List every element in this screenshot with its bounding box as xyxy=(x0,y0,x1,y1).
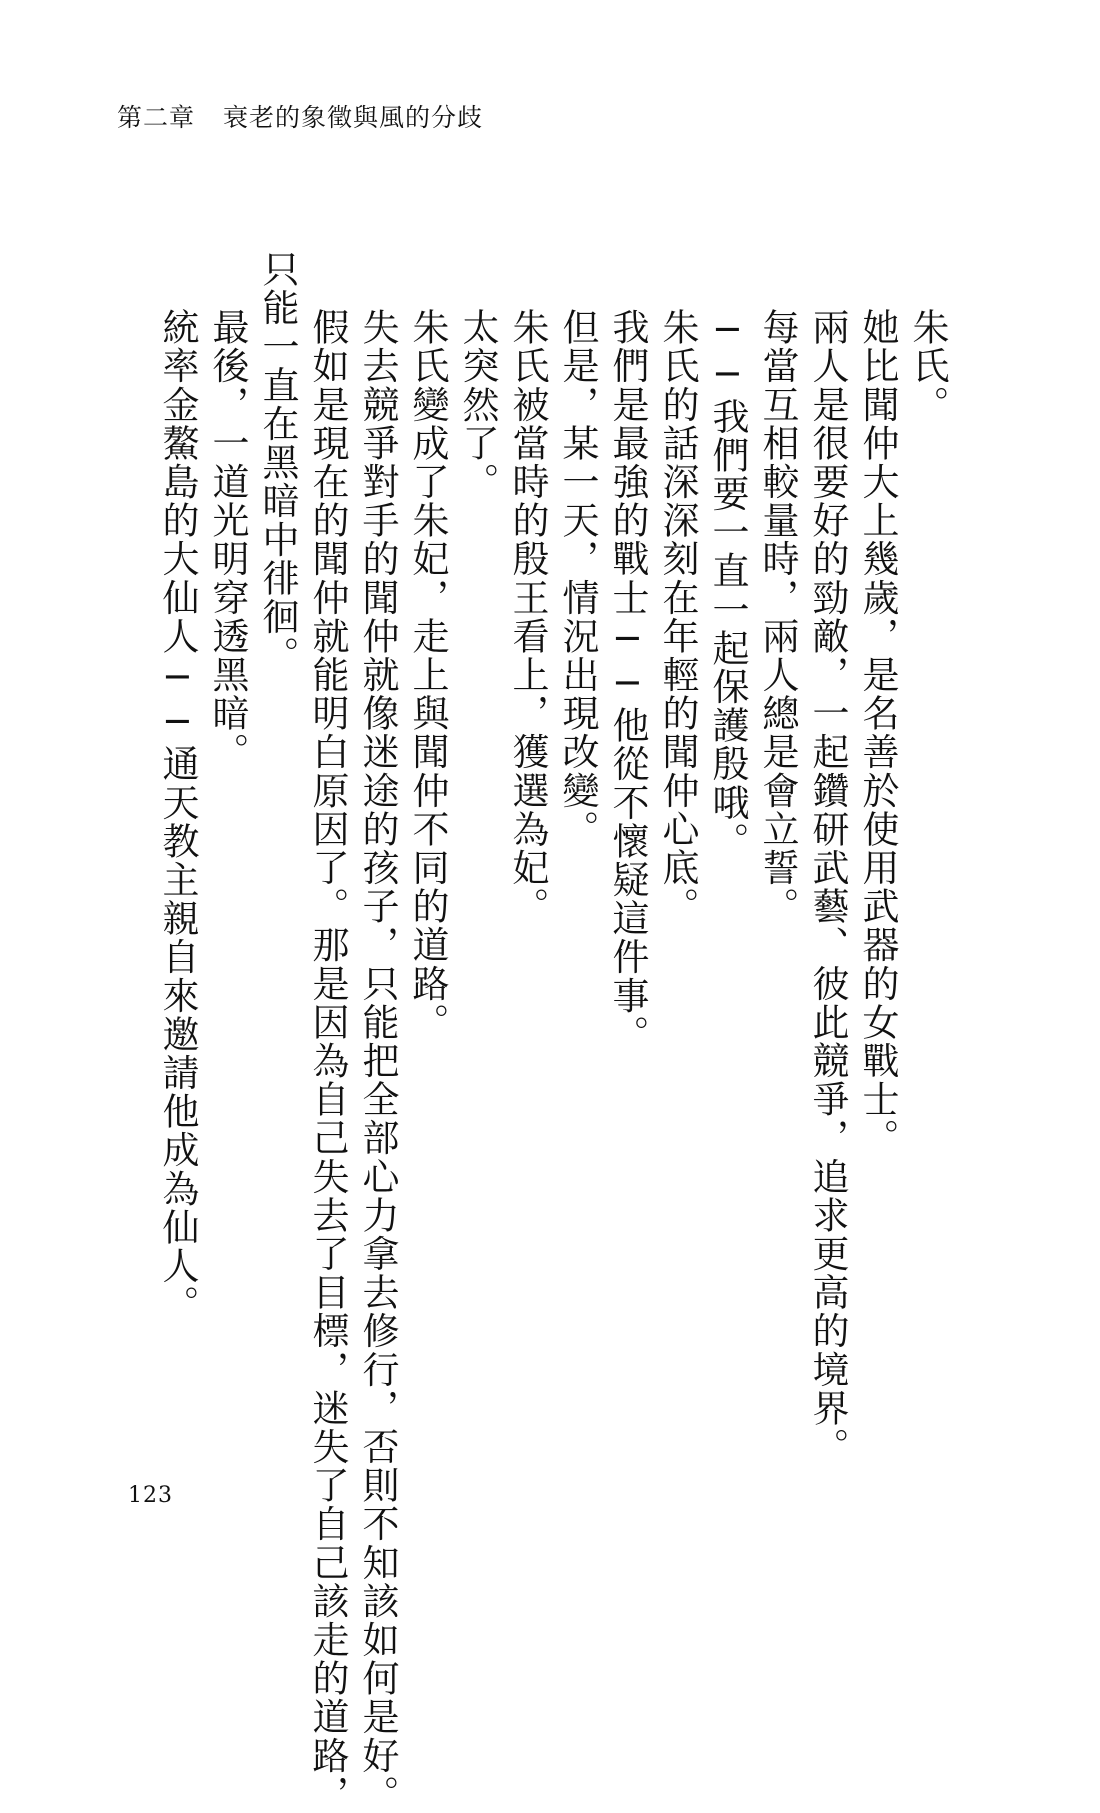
text-line: 每當互相較量時，兩人總是會立誓。 xyxy=(756,308,799,926)
running-header xyxy=(117,98,483,134)
page-number: 123 xyxy=(128,1483,173,1508)
text-line: 最後，一道光明穿透黑暗。 xyxy=(206,308,249,772)
chapter-number: 第二章 xyxy=(117,103,196,132)
text-line: 她比聞仲大上幾歲，是名善於使用武器的女戰士。 xyxy=(856,308,899,1158)
text-line: 太突然了。 xyxy=(456,308,499,501)
text-line: 失去競爭對手的聞仲就像迷途的孩子，只能把全部心力拿去修行，否則不知該如何是好。 xyxy=(356,308,399,1813)
text-line: ──我們要一直一起保護殷哦。 xyxy=(706,308,749,861)
text-line: 朱氏的話深深刻在年輕的聞仲心底。 xyxy=(656,308,699,926)
text-line: 假如是現在的聞仲就能明白原因了。那是因為自己失去了目標，迷失了自己該走的道路， xyxy=(306,308,349,1813)
text-line: 只能一直在黑暗中徘徊。 xyxy=(256,250,299,675)
text-line: 朱氏變成了朱妃，走上與聞仲不同的道路。 xyxy=(406,308,449,1042)
text-line: 兩人是很要好的勁敵，一起鑽研武藝、彼此競爭，追求更高的境界。 xyxy=(806,308,849,1466)
text-line: 統率金鰲島的大仙人──通天教主親自來邀請他成為仙人。 xyxy=(156,308,199,1324)
text-line: 但是，某一天，情況出現改變。 xyxy=(556,308,599,849)
text-line: 我們是最強的戰士──他從不懷疑這件事。 xyxy=(606,308,649,1054)
chapter-title: 衰老的象徵與風的分歧 xyxy=(223,103,484,132)
text-line: 朱氏被當時的殷王看上，獲選為妃。 xyxy=(506,308,549,926)
text-line: 朱氏。 xyxy=(906,308,949,424)
